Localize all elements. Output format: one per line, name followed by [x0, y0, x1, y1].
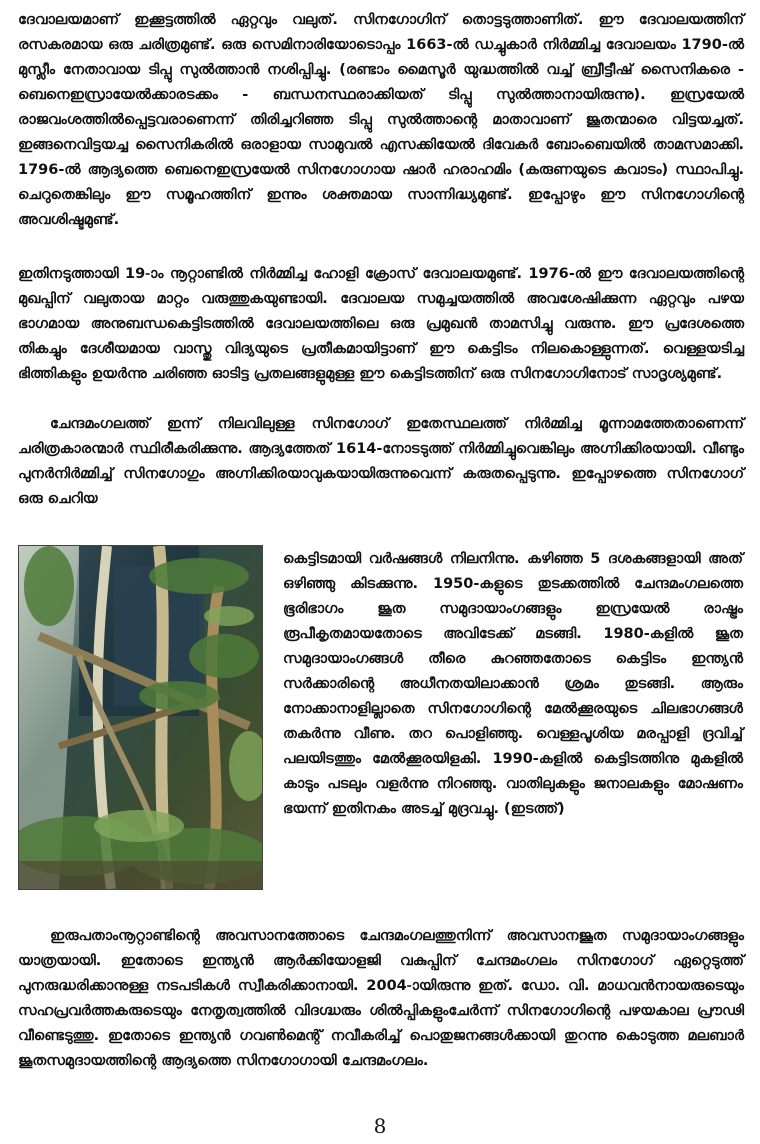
- page-number: 8: [373, 1114, 387, 1138]
- paragraph-holy-cross-church: ഇതിനടുത്തായി 19-ാം നൂറ്റാണ്ടിൽ നിർമ്മിച്ച ഹോളി ക്രോസ് ദേവാലയമുണ്ട്. 1976-ൽ ഈ ദേവാലയത്തിന്റെ മുഖപ്പിന് വലുതായ മാറ്റം വരുത്തുകയുണ്ടായി. ദേവാലയ സമുച്ചയത്തിൽ അവശേഷിക്കുന്ന ഏറ്റവും പഴയ ഭാഗമായ അനുബന്ധകെട്ടിടത്തിൽ ദേവാലയത്തിലെ ഒരു പ്രമുഖൻ താമസിച്ചു വരുന്നു. ഈ പ്രദേശത്തെ തികച്ചും ദേശീയമായ വാസ്തു വിദ്യയുടെ പ്രതീകമായിട്ടാണ് ഈ കെട്ടിടം നിലകൊള്ളുന്നത്. വെള്ളയടിച്ച ഭിത്തികളും ഉയർന്നു ചരിഞ്ഞ ഓടിട്ട പ്രതലങ്ങളുമുള്ള ഈ കെട്ടിടത്തിന് ഒരു സിനഗോഗിനോട് സാദൃശ്യമുണ്ട്.: [18, 266, 744, 382]
- paragraph-synagogue-decline: കെട്ടിടമായി വർഷങ്ങൾ നിലനിന്നു. കഴിഞ്ഞ 5 ദശകങ്ങളായി അത് ഒഴിഞ്ഞു കിടക്കുന്നു. 1950-കളുടെ തുടക്കത്തിൽ ചേന്ദമംഗലത്തെ ഭൂരിഭാഗം ജൂത സമുദായാംഗങ്ങളും ഇസ്രയേൽ രാഷ്ട്രം രൂപീകൃതമായതോടെ അവിടേക്ക് മടങ്ങി. 1980-കളിൽ ജൂത സമുദായാംഗങ്ങൾ തീരെ കുറഞ്ഞതോടെ കെട്ടിടം ഇന്ത്യൻ സർക്കാരിന്റെ അധീനതയിലാക്കാൻ ശ്രമം തുടങ്ങി. ആരും നോക്കാനാളില്ലാതെ സിനഗോഗിന്റെ മേൽക്കൂരയുടെ ചിലഭാഗങ്ങൾ തകർന്നു വീണു. തറ പൊളിഞ്ഞു. വെള്ളപൂശിയ മരപ്പാളി ദ്രവിച്ച് പലയിടത്തും മേൽക്കൂരയിളകി. 1990-കളിൽ കെട്ടിടത്തിനു മുകളിൽ കാടും പടലും വളർന്നു നിറഞ്ഞു. വാതിലുകളും ജനാലകളും മോഷണം ഭയന്ന് ഇതിനകം അടച്ച് മുദ്രവച്ചു. (ഇടത്ത്): [283, 551, 743, 817]
- synagogue-ruin-photo: [18, 545, 263, 890]
- paragraph-synagogue-history: ചേന്ദമംഗലത്ത് ഇന്ന് നിലവിലുള്ള സിനഗോഗ് ഇതേസ്ഥലത്ത് നിർമ്മിച്ച മൂന്നാമത്തേതാണെന്ന് ചരിത്രകാരന്മാർ സ്ഥിരീകരിക്കുന്നു. ആദ്യത്തേത് 1614-നോടടുത്ത് നിർമ്മിച്ചുവെങ്കിലും അഗ്നിക്കിരയായി. വീണ്ടും പുനർനിർമ്മിച്ച് സിനഗോഗും അഗ്നിക്കിരയാവുകയായിരുന്നുവെന്ന് കരുതപ്പെടുന്നു. ഇപ്പോഴത്തെ സിനഗോഗ് ഒരു ചെറിയ: [18, 416, 744, 507]
- paragraph-synagogue-restoration: ഇരുപതാംനൂറ്റാണ്ടിന്റെ അവസാനത്തോടെ ചേന്ദമംഗലത്തുനിന്ന് അവസാനജൂത സമുദായാംഗങ്ങളും യാത്രയായി. ഇതോടെ ഇന്ത്യൻ ആർക്കിയോളജി വകുപ്പിന് ചേന്ദമംഗലം സിനഗോഗ് ഏറ്റെടുത്ത് പുനരുദ്ധരിക്കാനുള്ള നടപടികൾ സ്വീകരിക്കാനായി. 2004-ായിരുന്നു ഇത്. ഡോ. വി. മാധവൻനായരുടെയും സഹപ്രവർത്തകരുടെയും നേതൃത്വത്തിൽ വിദഗ്ദ്ധരും ശിൽപ്പികളുംചേർന്ന് സിനഗോഗിന്റെ പഴയകാല പ്രൗഢി വീണ്ടെടുത്തു. ഇതോടെ ഇന്ത്യൻ ഗവൺമെന്റ് നവീകരിച്ച് പൊതുജനങ്ങൾക്കായി തുറന്നു കൊടുത്ത മലബാർ ജൂതസമുദായത്തിന്റെ ആദ്യത്തെ സിനഗോഗായി ചേന്ദമംഗലം.: [18, 928, 744, 1069]
- paragraph-church-history: ദേവാലയമാണ് ഇക്കൂട്ടത്തിൽ ഏറ്റവും വലുത്. സിനഗോഗിന് തൊട്ടടുത്താണിത്. ഈ ദേവാലയത്തിന് രസകരമായ ഒരു ചരിത്രമുണ്ട്. ഒരു സെമിനാരിയോടൊപ്പം 1663-ൽ ഡച്ചുകാർ നിർമ്മിച്ച ദേവാലയം 1790-ൽ മുസ്ലീം നേതാവായ ടിപ്പു സുൽത്താൻ നശിപ്പിച്ചു. (രണ്ടാം മൈസൂർ യുദ്ധത്തിൽ വച്ച് ബ്രീട്ടീഷ് സൈനികരെ - ബെനെഇസ്രായേൽക്കാരടക്കം - ബന്ധനസ്ഥരാക്കിയത് ടിപ്പു സുൽത്താനായിരുന്നു). ഇസ്രയേൽ രാജവംശത്തിൽപ്പെട്ടവരാണെന്ന് തിരിച്ചറിഞ്ഞ ടിപ്പു സുൽത്താന്റെ മാതാവാണ് ജൂതന്മാരെ വിട്ടയച്ചത്. ഇങ്ങനെവിട്ടയച്ച സൈനികരിൽ ഒരാളായ സാമുവൽ എസക്കിയേൽ ദിവേകർ ബോംബെയിൽ താമസമാക്കി. 1796-ൽ ആദ്യത്തെ ബെനെഇസ്രയേൽ സിനഗോഗായ ഷാർ ഹരാഹമിം (കരുണയുടെ കവാടം) സ്ഥാപിച്ചു. ചെറുതെങ്കിലും ഈ സമൂഹത്തിന് ഇന്നും ശക്തമായ സാന്നിദ്ധ്യമുണ്ട്. ഇപ്പോഴും ഈ സിനഗോഗിന്റെ അവശിഷ്ടമുണ്ട്.: [18, 12, 744, 228]
